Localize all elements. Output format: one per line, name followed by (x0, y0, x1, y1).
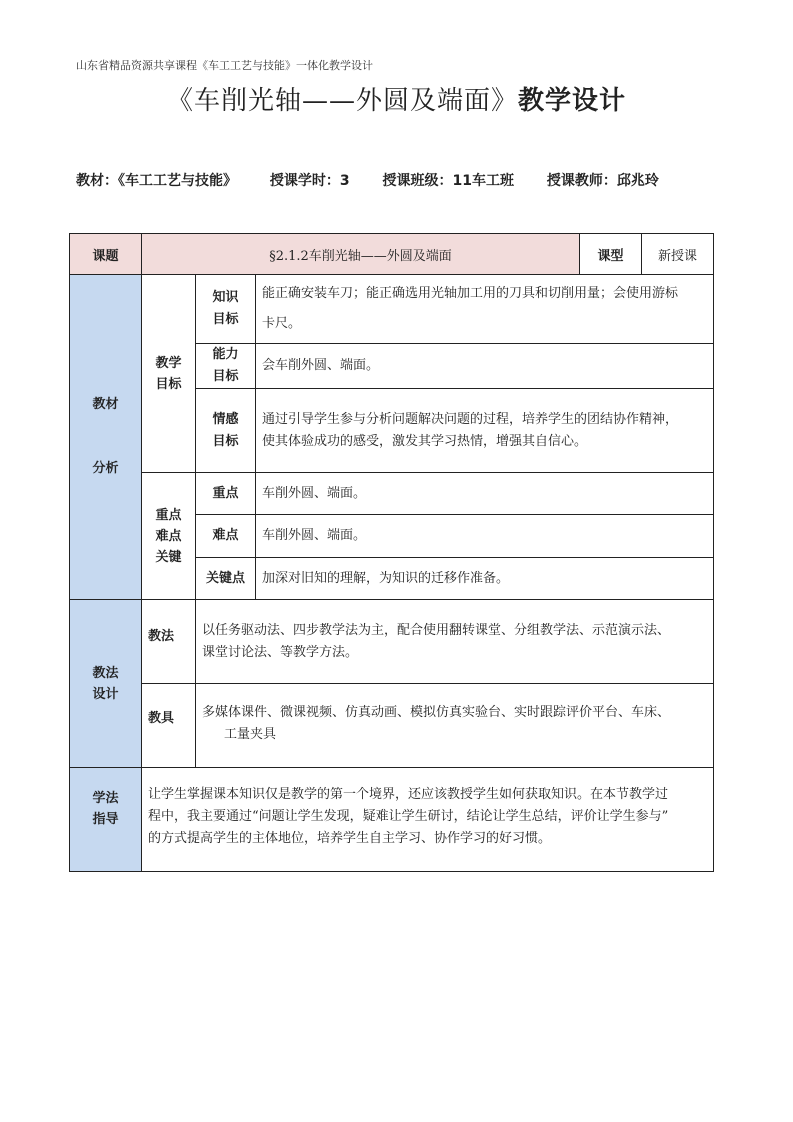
tools-text-line1: 多媒体课件、微课视频、仿真动画、模拟仿真实验台、实时跟踪评价平台、车床、 (202, 705, 671, 720)
meta-class: 授课班级：11车工班 (382, 173, 514, 189)
course-meta (76, 170, 663, 190)
knowledge-objective-label (196, 275, 256, 344)
analysis-label-line1: 教材 (92, 397, 119, 412)
learning-guide-label-line1: 学法 (92, 791, 119, 806)
method-design-label-line1: 教法 (92, 665, 119, 681)
method-text-line1: 以任务驱动法、四步教学法为主，配合使用翻转课堂、分组教学法、示范演示法、 (202, 623, 671, 638)
emotion-objective-label (196, 389, 256, 473)
keypoints-label-line2: 难点 (155, 528, 182, 544)
objectives-label (142, 275, 196, 473)
objectives-label-line1: 教学 (155, 355, 182, 371)
method-label: 教法 (142, 600, 196, 684)
difficult-point-text: 车削外圆、端面。 (256, 515, 714, 558)
ability-objective-text: 会车削外圆、端面。 (256, 344, 714, 389)
tools-label: 教具 (142, 684, 196, 768)
ability-label-line1: 能力 (212, 347, 239, 362)
emotion-label-line1: 情感 (212, 411, 239, 427)
critical-point-label: 关键点 (196, 558, 256, 600)
meta-hours: 授课学时：3 (269, 173, 350, 189)
analysis-label (70, 275, 142, 600)
type-label-prefix: 课 (597, 248, 611, 264)
tools-text-line2: 工量夹具 (224, 727, 277, 742)
tools-text (196, 684, 714, 768)
keypoints-label-line1: 重点 (155, 507, 182, 523)
knowledge-label-line2: 目标 (212, 312, 239, 327)
type-label-suffix: 型 (610, 248, 624, 264)
meta-teacher: 授课教师：邱兆玲 (546, 173, 659, 189)
objectives-label-line2: 目标 (155, 376, 182, 392)
learning-guide-line1: 让学生掌握课本知识仅是教学的第一个境界，还应该教授学生如何获取知识。在本节教学过 (148, 787, 669, 802)
knowledge-text-line2: 卡尺。 (262, 316, 302, 331)
ability-label-line2: 目标 (212, 369, 239, 384)
emotion-objective-text (256, 389, 714, 473)
emotion-label-line2: 目标 (212, 433, 239, 449)
document-title (0, 80, 793, 117)
knowledge-text-line1: 能正确安装车刀；能正确选用光轴加工用的刀具和切削用量；会使用游标 (262, 286, 679, 301)
title-suffix: 教学设计 (518, 86, 627, 116)
knowledge-label-line1: 知识 (212, 290, 239, 305)
topic-value: §2.1.2车削光轴——外圆及端面 (142, 234, 580, 275)
method-design-label-line2: 设计 (92, 686, 119, 702)
method-text (196, 600, 714, 684)
keypoints-label-line3: 关键 (155, 549, 182, 565)
lesson-plan-table (69, 233, 714, 872)
critical-point-text: 加深对旧知的理解，为知识的迁移作准备。 (256, 558, 714, 600)
page-header: 山东省精品资源共享课程《车工工艺与技能》一体化教学设计 (76, 59, 373, 72)
difficult-point-label: 难点 (196, 515, 256, 558)
ability-objective-label (196, 344, 256, 389)
type-label (580, 234, 642, 275)
keypoints-label (142, 473, 196, 600)
learning-guide-line3: 的方式提高学生的主体地位，培养学生自主学习、协作学习的好习惯。 (148, 831, 552, 846)
emotion-text-line2: 使其体验成功的感受，激发其学习热情，增强其自信心。 (262, 433, 588, 449)
learning-guide-text (142, 768, 714, 872)
type-value: 新授课 (642, 234, 714, 275)
learning-guide-label-line2: 指导 (92, 812, 119, 827)
key-point-label: 重点 (196, 473, 256, 515)
key-point-text: 车削外圆、端面。 (256, 473, 714, 515)
method-design-label (70, 600, 142, 768)
title-main: 《车削光轴——外圆及端面》 (166, 86, 518, 116)
knowledge-objective-text (256, 275, 714, 344)
analysis-label-line2: 分析 (92, 461, 119, 476)
method-text-line2: 课堂讨论法、等教学方法。 (202, 645, 359, 660)
meta-textbook: 教材：《车工工艺与技能》 (76, 173, 237, 189)
learning-guide-line2: 程中，我主要通过“问题让学生发现，疑难让学生研讨，结论让学生总结，评价让学生参与” (148, 809, 669, 824)
topic-label: 课题 (70, 234, 142, 275)
emotion-text-line1: 通过引导学生参与分析问题解决问题的过程，培养学生的团结协作精神， (262, 411, 679, 427)
learning-guide-label (70, 768, 142, 872)
